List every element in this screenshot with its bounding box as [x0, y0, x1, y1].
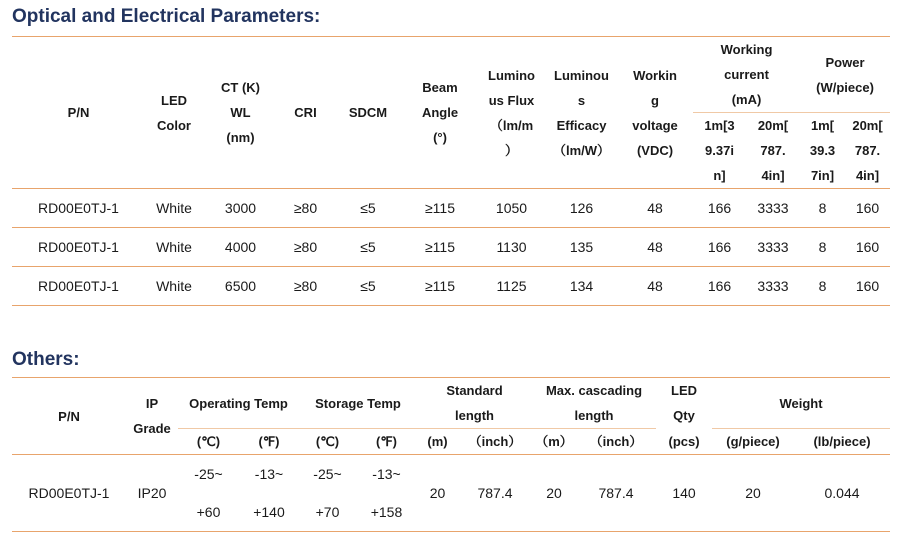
cell-ct: 3000 [224, 200, 257, 216]
cell-std-length-inch: 787.4 [477, 485, 513, 501]
cell-current-20m: 3333 [746, 267, 800, 306]
cell-pn: RD00E0TJ-1 [12, 228, 145, 267]
table-row [12, 267, 890, 306]
cell-sdcm: ≤5 [333, 228, 403, 267]
cell-power-1m: 8 [800, 267, 845, 306]
unit-fahrenheit-st: (℉) [356, 429, 417, 455]
header-power-20m: 20m[ 787. 4in] [845, 113, 890, 189]
others-table [12, 377, 890, 532]
header-current-20m: 20m[ 787. 4in] [746, 113, 800, 189]
cell-std-length-m: 20 [429, 485, 446, 501]
unit-inch-std: （inch） [458, 429, 532, 455]
cell-color: White [156, 200, 192, 216]
cell-luminous-flux: 1125 [477, 267, 546, 306]
header-cri: CRI [278, 37, 333, 189]
header-pn-2: P/N [12, 378, 126, 455]
cell-power-20m: 160 [845, 267, 890, 306]
cell-power-20m: 160 [845, 228, 890, 267]
cell-pn: RD00E0TJ-1 [28, 485, 110, 501]
unit-inch-max: （inch） [576, 429, 656, 455]
cell-current-20m: 3333 [746, 228, 800, 267]
cell-max-length-inch: 787.4 [598, 485, 634, 501]
cell-led-qty: 140 [672, 485, 696, 501]
cell-luminous-flux: 1050 [495, 200, 528, 216]
cell-efficacy: 135 [546, 228, 617, 267]
cell-pn: RD00E0TJ-1 [12, 267, 145, 306]
header-pn: P/N [12, 37, 145, 189]
optical-electrical-table [12, 36, 890, 306]
cell-power-1m: 8 [818, 200, 827, 216]
cell-op-temp-c: -25~ +60 [194, 466, 223, 520]
header-working-voltage: Workin g voltage (VDC) [617, 37, 693, 189]
cell-sdcm: ≤5 [360, 200, 376, 216]
cell-efficacy: 134 [546, 267, 617, 306]
header-storage-temp: Storage Temp [315, 395, 401, 411]
cell-st-temp-f: -13~ +158 [370, 466, 403, 520]
header-current-1m: 1m[3 9.37i n] [693, 113, 746, 189]
cell-current-1m: 166 [693, 228, 746, 267]
cell-beam-angle: ≥115 [403, 228, 477, 267]
cell-ct: 6500 [203, 267, 278, 306]
header-led-qty: LED Qty [671, 383, 698, 424]
cell-weight-lb: 0.044 [824, 485, 860, 501]
cell-pn: RD00E0TJ-1 [38, 200, 119, 216]
unit-lb-per-piece: (lb/piece) [794, 429, 890, 455]
cell-ip-grade: IP20 [137, 485, 167, 501]
cell-cri: ≥80 [278, 228, 333, 267]
table-row [12, 228, 890, 267]
unit-fahrenheit-op: (℉) [239, 429, 299, 455]
header-luminous-efficacy: Luminou s Efficacy （lm/W） [546, 37, 617, 189]
cell-st-temp-c: -25~ +70 [313, 466, 342, 520]
unit-m-std: (m) [417, 429, 458, 455]
cell-efficacy: 126 [569, 200, 594, 216]
cell-voltage: 48 [617, 267, 693, 306]
cell-luminous-flux: 1130 [477, 228, 546, 267]
header-luminous-flux: Lumino us Flux （lm/m ） [477, 37, 546, 189]
header-led-color: LED Color [145, 37, 203, 189]
section-title-others: Others: [12, 349, 80, 370]
cell-color: White [145, 228, 203, 267]
cell-beam-angle: ≥115 [403, 267, 477, 306]
table-row [12, 455, 890, 532]
cell-cri: ≥80 [293, 200, 318, 216]
header-max-cascading-length: Max. cascading length [545, 383, 643, 423]
unit-pcs: (pcs) [656, 429, 712, 455]
cell-ct: 4000 [203, 228, 278, 267]
table-row [12, 189, 890, 228]
cell-current-1m: 166 [707, 200, 732, 216]
header-working-current: Working current (mA) [720, 42, 773, 107]
cell-cri: ≥80 [278, 267, 333, 306]
unit-g-per-piece: (g/piece) [712, 429, 794, 455]
cell-color: White [145, 267, 203, 306]
cell-voltage: 48 [647, 200, 663, 216]
header-operating-temp: Operating Temp [189, 395, 288, 411]
unit-celsius-op: (℃) [178, 429, 239, 455]
cell-current-1m: 166 [693, 267, 746, 306]
header-standard-length: Standard length [446, 383, 503, 423]
header-weight: Weight [779, 395, 823, 411]
header-ip-grade: IP Grade [126, 378, 178, 455]
header-sdcm: SDCM [333, 37, 403, 189]
cell-sdcm: ≤5 [333, 267, 403, 306]
cell-max-length-m: 20 [546, 485, 562, 501]
header-ct: CT (K) WL (nm) [203, 37, 278, 189]
unit-m-max: （m） [532, 429, 576, 455]
section-title-optical-electrical: Optical and Electrical Parameters: [12, 6, 321, 27]
cell-weight-g: 20 [745, 485, 761, 501]
header-power: Power (W/piece) [816, 54, 874, 95]
cell-op-temp-f: -13~ +140 [253, 466, 285, 520]
cell-current-20m: 3333 [757, 200, 789, 216]
cell-voltage: 48 [617, 228, 693, 267]
cell-power-20m: 160 [855, 200, 880, 216]
cell-beam-angle: ≥115 [424, 200, 455, 216]
header-power-1m: 1m[ 39.3 7in] [800, 113, 845, 189]
header-beam-angle: Beam Angle (°) [403, 37, 477, 189]
cell-power-1m: 8 [800, 228, 845, 267]
unit-celsius-st: (℃) [299, 429, 356, 455]
